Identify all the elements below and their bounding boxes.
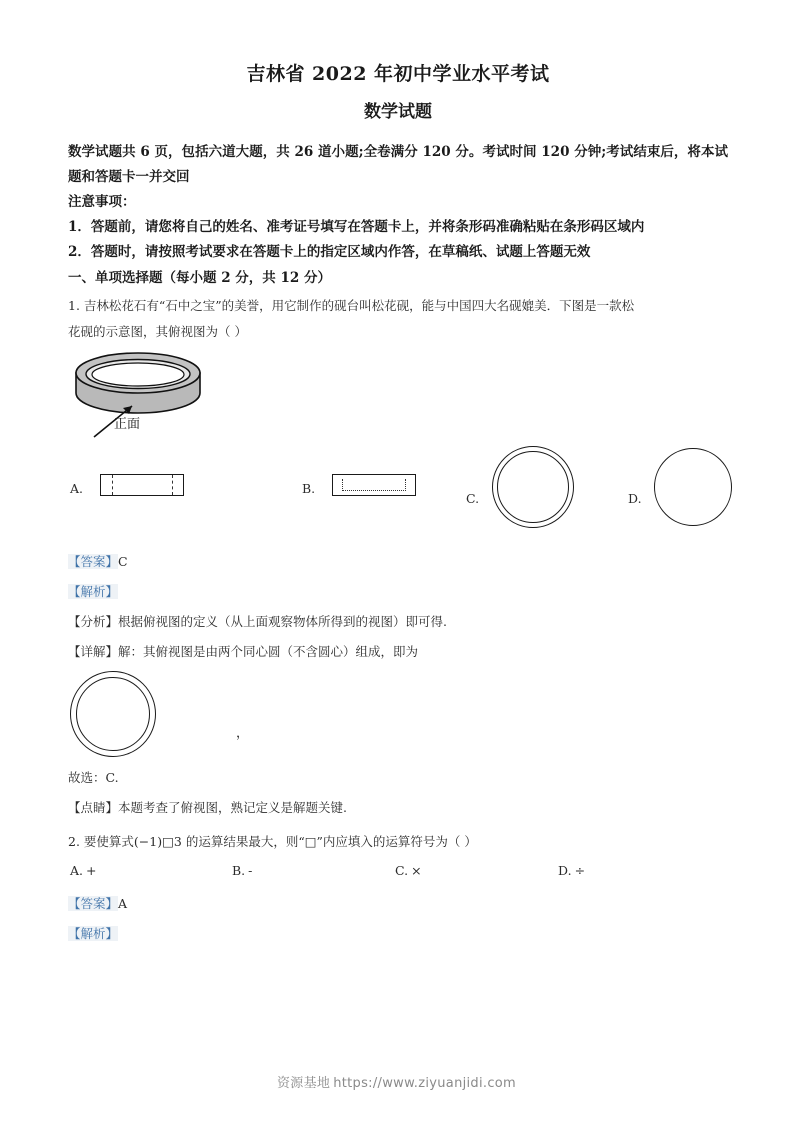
- document-subtitle: 数学试题: [364, 102, 432, 122]
- q2-answer-tag: 【答案】: [68, 896, 119, 911]
- keypoint-tag: 【点睛】: [68, 800, 119, 815]
- option-c-inner-circle: [497, 451, 569, 523]
- question1-stem-line2: 花砚的示意图，其俯视图为（ ）: [68, 324, 247, 339]
- option-b-dotted-u: [342, 479, 406, 491]
- question1-explain-row: [68, 577, 728, 607]
- option-a-dash-right: [172, 475, 173, 495]
- inkstone-svg: [68, 351, 298, 443]
- q2-option-d[interactable]: [558, 859, 585, 883]
- q2-option-b-letter: B.: [232, 863, 246, 878]
- q2-option-b-value: -: [248, 863, 253, 878]
- answer-tag: 【答案】: [68, 554, 119, 569]
- q2-option-c-letter: C.: [395, 863, 409, 878]
- question1-conclusion: 故选：C.: [68, 770, 119, 785]
- inkstone-front-label: 正面: [114, 417, 141, 432]
- question2-explain-row: [68, 919, 728, 949]
- option-c-letter[interactable]: C.: [466, 491, 480, 506]
- question1-keypoint-row: [68, 793, 728, 823]
- section-heading: 一、单项选择题（每小题 2 分，共 12 分）: [68, 270, 331, 286]
- q2-option-a-letter: A.: [70, 863, 84, 878]
- solution-inner-circle: [76, 677, 150, 751]
- option-a-dash-left: [112, 475, 113, 495]
- option-a-letter[interactable]: A.: [70, 481, 84, 496]
- q2-option-a-value: +: [86, 863, 97, 878]
- question1-solution-figure: [68, 667, 728, 763]
- explain-tag: 【解析】: [68, 584, 119, 599]
- question1-answer-row: [68, 547, 728, 577]
- q2-option-a[interactable]: [70, 859, 97, 883]
- question2-answer-value: A: [118, 896, 128, 911]
- question1-analysis-row: [68, 607, 728, 637]
- q2-option-c-value: ×: [411, 863, 422, 878]
- q2-option-c[interactable]: [395, 859, 422, 883]
- question1-stem-line1: 1. 吉林松花石有“石中之宝”的美誉，用它制作的砚台叫松花砚，能与中国四大名砚媲美．下图是一款松: [68, 298, 635, 313]
- footer-watermark: [0, 1072, 793, 1091]
- option-d-circle[interactable]: [654, 448, 732, 526]
- option-b-letter[interactable]: B.: [302, 481, 316, 496]
- question1-options: [68, 443, 728, 547]
- question1-analysis-text: 根据俯视图的定义（从上面观察物体所得到的视图）即可得.: [118, 614, 447, 629]
- inkstone-figure: [68, 351, 728, 443]
- notice-item-1: 1．答题前，请您将自己的姓名、准考证号填写在答题卡上，并将条形码准确粘贴在条形码区域内: [68, 219, 645, 235]
- question1-detail-text: 解：其俯视图是由两个同心圆（不含圆心）组成，即为: [118, 644, 419, 659]
- notice-summary: 数学试题共 6 页，包括六道大题，共 26 道小题;全卷满分 120 分。考试时间 120 分钟;考试结束后，将本试题和答题卡一并交回: [68, 144, 728, 185]
- footer-url: https://www.ziyuanjidi.com: [333, 1076, 516, 1091]
- option-d-letter[interactable]: D.: [628, 491, 642, 506]
- option-a-graphic[interactable]: [100, 474, 184, 496]
- question2-answer-row: [68, 889, 728, 919]
- q2-explain-tag: 【解析】: [68, 926, 119, 941]
- q2-option-d-letter: D.: [558, 863, 572, 878]
- detail-tag: 【详解】: [68, 644, 119, 659]
- q2-option-d-value: ÷: [574, 863, 586, 878]
- question1-keypoint-text: 本题考查了俯视图，熟记定义是解题关键.: [118, 800, 347, 815]
- notice-item-2: 2．答题时，请按照考试要求在答题卡上的指定区域内作答，在草稿纸、试题上答题无效: [68, 244, 591, 260]
- question1-answer-value: C: [118, 554, 128, 569]
- question2-stem: 2. 要使算式(−1)□3 的运算结果最大，则“□”内应填入的运算符号为（ ）: [68, 834, 477, 849]
- q2-option-b[interactable]: [232, 859, 252, 883]
- option-b-graphic[interactable]: [332, 474, 416, 496]
- question1-detail-row: [68, 637, 728, 667]
- notice-heading: 注意事项：: [68, 194, 136, 210]
- solution-comma: ，: [236, 726, 250, 741]
- page-content: [68, 58, 728, 949]
- question2-options: [68, 859, 728, 889]
- document-title: 吉林省 2022 年初中学业水平考试: [246, 63, 550, 85]
- footer-brand: 资源基地: [277, 1076, 331, 1091]
- analysis-tag: 【分析】: [68, 614, 119, 629]
